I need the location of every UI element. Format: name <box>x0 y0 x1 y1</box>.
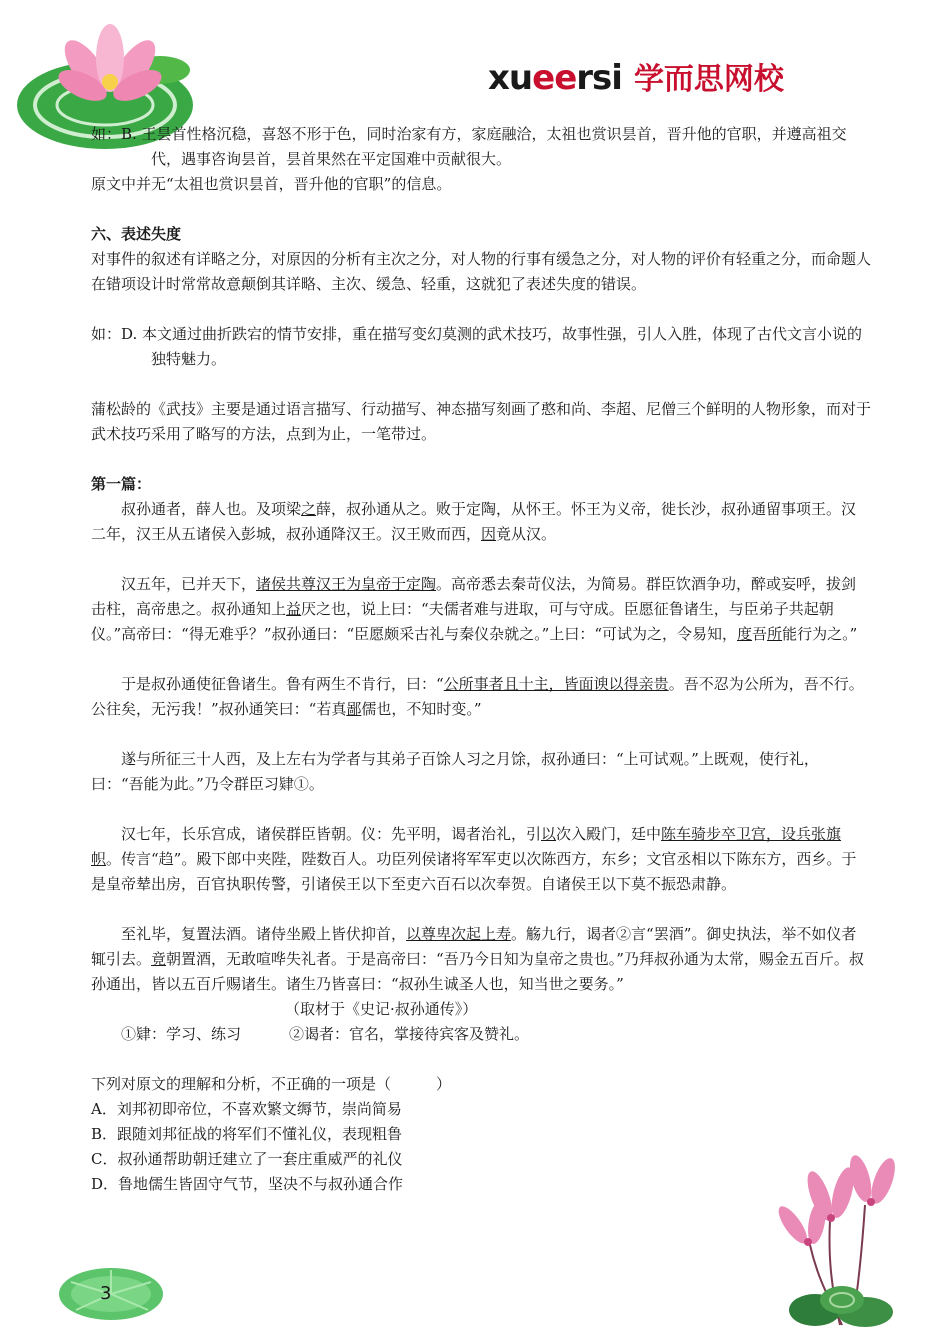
passage-paragraph-2: 汉五年，已并天下，诸侯共尊汉王为皇帝于定陶。高帝悉去秦苛仪法，为简易。群臣饮酒争功，醉或妄呼，拔剑击柱，高帝患之。叔孙通知上益厌之也，说上曰：“夫儒者难与进取，可与守成。臣愿征鲁诸生，与臣弟子共起朝仪。”高帝曰：“得无难乎？”叔孙通曰：“臣愿颇采古礼与秦仪杂就之。”上曰：“可试为之，令易知，度吾所能行为之。” <box>91 575 858 643</box>
passage-heading: 第一篇： <box>91 475 152 493</box>
question-stem: 下列对原文的理解和分析，不正确的一项是（ ） <box>91 1075 452 1093</box>
example-d: 如：D. 本文通过曲折跌宕的情节安排，重在描写变幻莫测的武术技巧，故事性强，引人入胜，体现了古代文言小说的独特魅力。 <box>91 325 863 368</box>
logo-latin: xueersi <box>488 58 622 98</box>
question-option-d: D．鲁地儒生皆固守气节，坚决不与叔孙通合作 <box>91 1175 404 1193</box>
example-b: 如：B. 王昙首性格沉稳，喜怒不形于色，同时治家有方，家庭融洽，太祖也赏识昙首，晋升他的官职，并遵高祖交代，遇事咨询昙首，昙首果然在平定国难中贡献很大。 <box>91 125 847 168</box>
note-1: ①肄：学习、练习 <box>121 1025 242 1043</box>
passage-paragraph-1: 叔孙通者，薛人也。及项梁之薛，叔孙通从之。败于定陶，从怀王。怀王为义帝，徙长沙，叔孙通留事项王。汉二年，汉王从五诸侯入彭城，叔孙通降汉王。汉王败而西，因竟从汉。 <box>91 500 857 543</box>
passage-source: （取材于《史记·叔孙通传》） <box>285 1000 478 1018</box>
question-option-c: C．叔孙通帮助朝迁建立了一套庄重威严的礼仪 <box>91 1150 403 1168</box>
passage-paragraph-4: 遂与所征三十人西，及上左右为学者与其弟子百馀人习之月馀，叔孙通曰：“上可试观。”上既观，使行礼，曰：“吾能为此。”乃令群臣习肄①。 <box>91 750 819 793</box>
passage-paragraph-3: 于是叔孙通使征鲁诸生。鲁有两生不肯行，曰：“公所事者且十主，皆面谀以得亲贵。吾不忍为公所为，吾不行。公往矣，无污我！”叔孙通笑曰：“若真鄙儒也，不知时变。” <box>91 675 864 718</box>
question-option-b: B．跟随刘邦征战的将军们不懂礼仪，表现粗鲁 <box>91 1125 403 1143</box>
section-heading-6: 六、表述失度 <box>91 225 182 243</box>
logo-chinese: 学而思网校 <box>633 62 784 97</box>
example-b-note: 原文中并无“太祖也赏识昙首，晋升他的官职”的信息。 <box>91 175 452 193</box>
brand-logo <box>488 54 784 98</box>
cyclamen-flower-decoration <box>770 1150 920 1330</box>
passage-notes <box>91 1022 871 1047</box>
note-2: ②谒者：官名，掌接待宾客及赞礼。 <box>289 1025 530 1043</box>
document-body <box>91 122 871 1197</box>
passage-paragraph-6: 至礼毕，复置法酒。诸侍坐殿上皆伏抑首，以尊卑次起上寿。觞九行，谒者②言“罢酒”。御史执法，举不如仪者辄引去。竟朝置酒，无敢喧哗失礼者。于是高帝曰：“吾乃今日知为皇帝之贵也。”乃拜叔孙通为太常，赐金五百斤。叔孙通出，皆以五百斤赐诸生。诸生乃皆喜曰：“叔孙生诚圣人也，知当世之要务。” <box>91 925 864 993</box>
passage-paragraph-5: 汉七年，长乐宫成，诸侯群臣皆朝。仪：先平明，谒者治礼，引以次入殿门，廷中陈车骑步卒卫宫，设兵张旗帜。传言“趋”。殿下郎中夹陛，陛数百人。功臣列侯诸将军军吏以次陈西方，东乡；文官丞相以下陈东方，西乡。于是皇帝辇出房，百官执职传警，引诸侯王以下至吏六百石以次奉贺。自诸侯王以下莫不振恐肃静。 <box>91 825 857 893</box>
example-d-note: 蒲松龄的《武技》主要是通过语言描写、行动描写、神态描写刻画了憨和尚、李超、尼僧三个鲜明的人物形象，而对于武术技巧采用了略写的方法，点到为止，一笔带过。 <box>91 400 872 443</box>
question-option-a: A．刘邦初即帝位，不喜欢繁文缛节，崇尚简易 <box>91 1100 402 1118</box>
section6-explain: 对事件的叙述有详略之分，对原因的分析有主次之分，对人物的行事有缓急之分，对人物的评价有轻重之分，而命题人在错项设计时常常故意颠倒其详略、主次、缓急、轻重，这就犯了表述失度的错误。 <box>91 250 872 293</box>
page-number: 3 <box>100 1283 112 1304</box>
